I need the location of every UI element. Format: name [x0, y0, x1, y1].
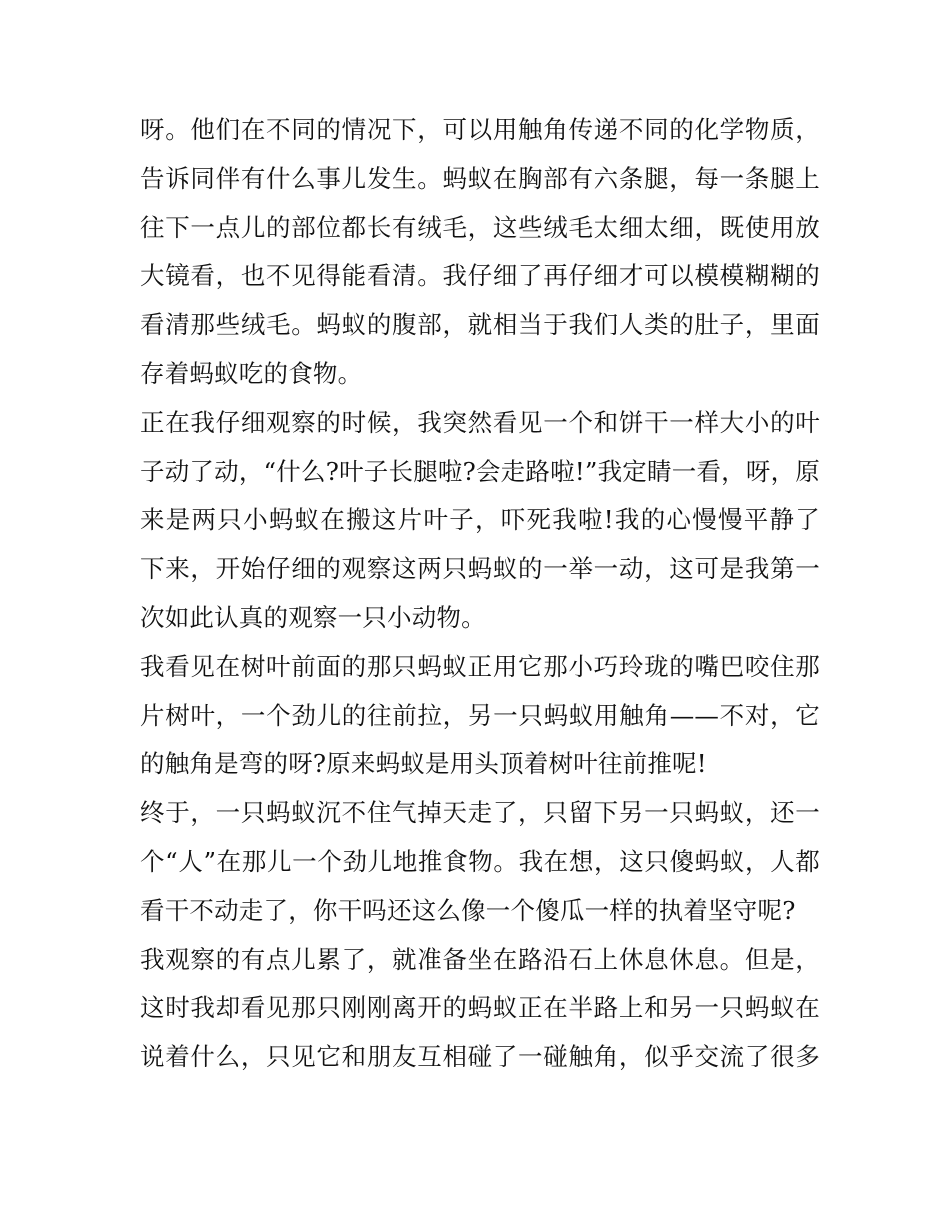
- text-line: 往下一点儿的部位都长有绒毛，这些绒毛太细太细，既使用放: [140, 212, 820, 242]
- text-line: 次如此认真的观察一只小动物。: [140, 602, 486, 632]
- text-line: 个“人”在那儿一个劲儿地推食物。我在想，这只傻蚂蚁，人都: [140, 846, 820, 876]
- text-line: 这时我却看见那只刚刚离开的蚂蚁正在半路上和另一只蚂蚁在: [140, 993, 820, 1023]
- text-line: 看干不动走了，你干吗还这么像一个傻瓜一样的执着坚守呢?: [140, 895, 796, 925]
- text-line: 我看见在树叶前面的那只蚂蚁正用它那小巧玲珑的嘴巴咬住那: [140, 651, 820, 681]
- text-line: 呀。他们在不同的情况下，可以用触角传递不同的化学物质，: [140, 115, 820, 144]
- text-line: 片树叶，一个劲儿的往前拉，另一只蚂蚁用触角——不对，它: [140, 700, 820, 730]
- text-line: 看清那些绒毛。蚂蚁的腹部，就相当于我们人类的肚子，里面: [140, 310, 820, 340]
- text-line: 大镜看，也不见得能看清。我仔细了再仔细才可以模模糊糊的: [140, 261, 820, 291]
- text-line: 说着什么，只见它和朋友互相碰了一碰触角，似乎交流了很多: [140, 1042, 820, 1072]
- text-line: 终于，一只蚂蚁沉不住气掉天走了，只留下另一只蚂蚁，还一: [140, 798, 820, 828]
- text-line: 下来，开始仔细的观察这两只蚂蚁的一举一动，这可是我第一: [140, 554, 820, 584]
- text-line: 来是两只小蚂蚁在搬这片叶子，吓死我啦!我的心慢慢平静了: [140, 505, 820, 535]
- text-line: 子动了动，“什么?叶子长腿啦?会走路啦!”我定睛一看，呀，原: [140, 456, 820, 486]
- text-line: 告诉同伴有什么事儿发生。蚂蚁在胸部有六条腿，每一条腿上: [140, 163, 820, 193]
- text-line: 存着蚂蚁吃的食物。: [140, 358, 363, 388]
- text-line: 我观察的有点儿累了，就准备坐在路沿石上休息休息。但是，: [140, 944, 820, 974]
- text-line: 正在我仔细观察的时候，我突然看见一个和饼干一样大小的叶: [140, 407, 820, 437]
- text-line: 的触角是弯的呀?原来蚂蚁是用头顶着树叶往前推呢!: [140, 749, 707, 779]
- body-text: [140, 106, 820, 1082]
